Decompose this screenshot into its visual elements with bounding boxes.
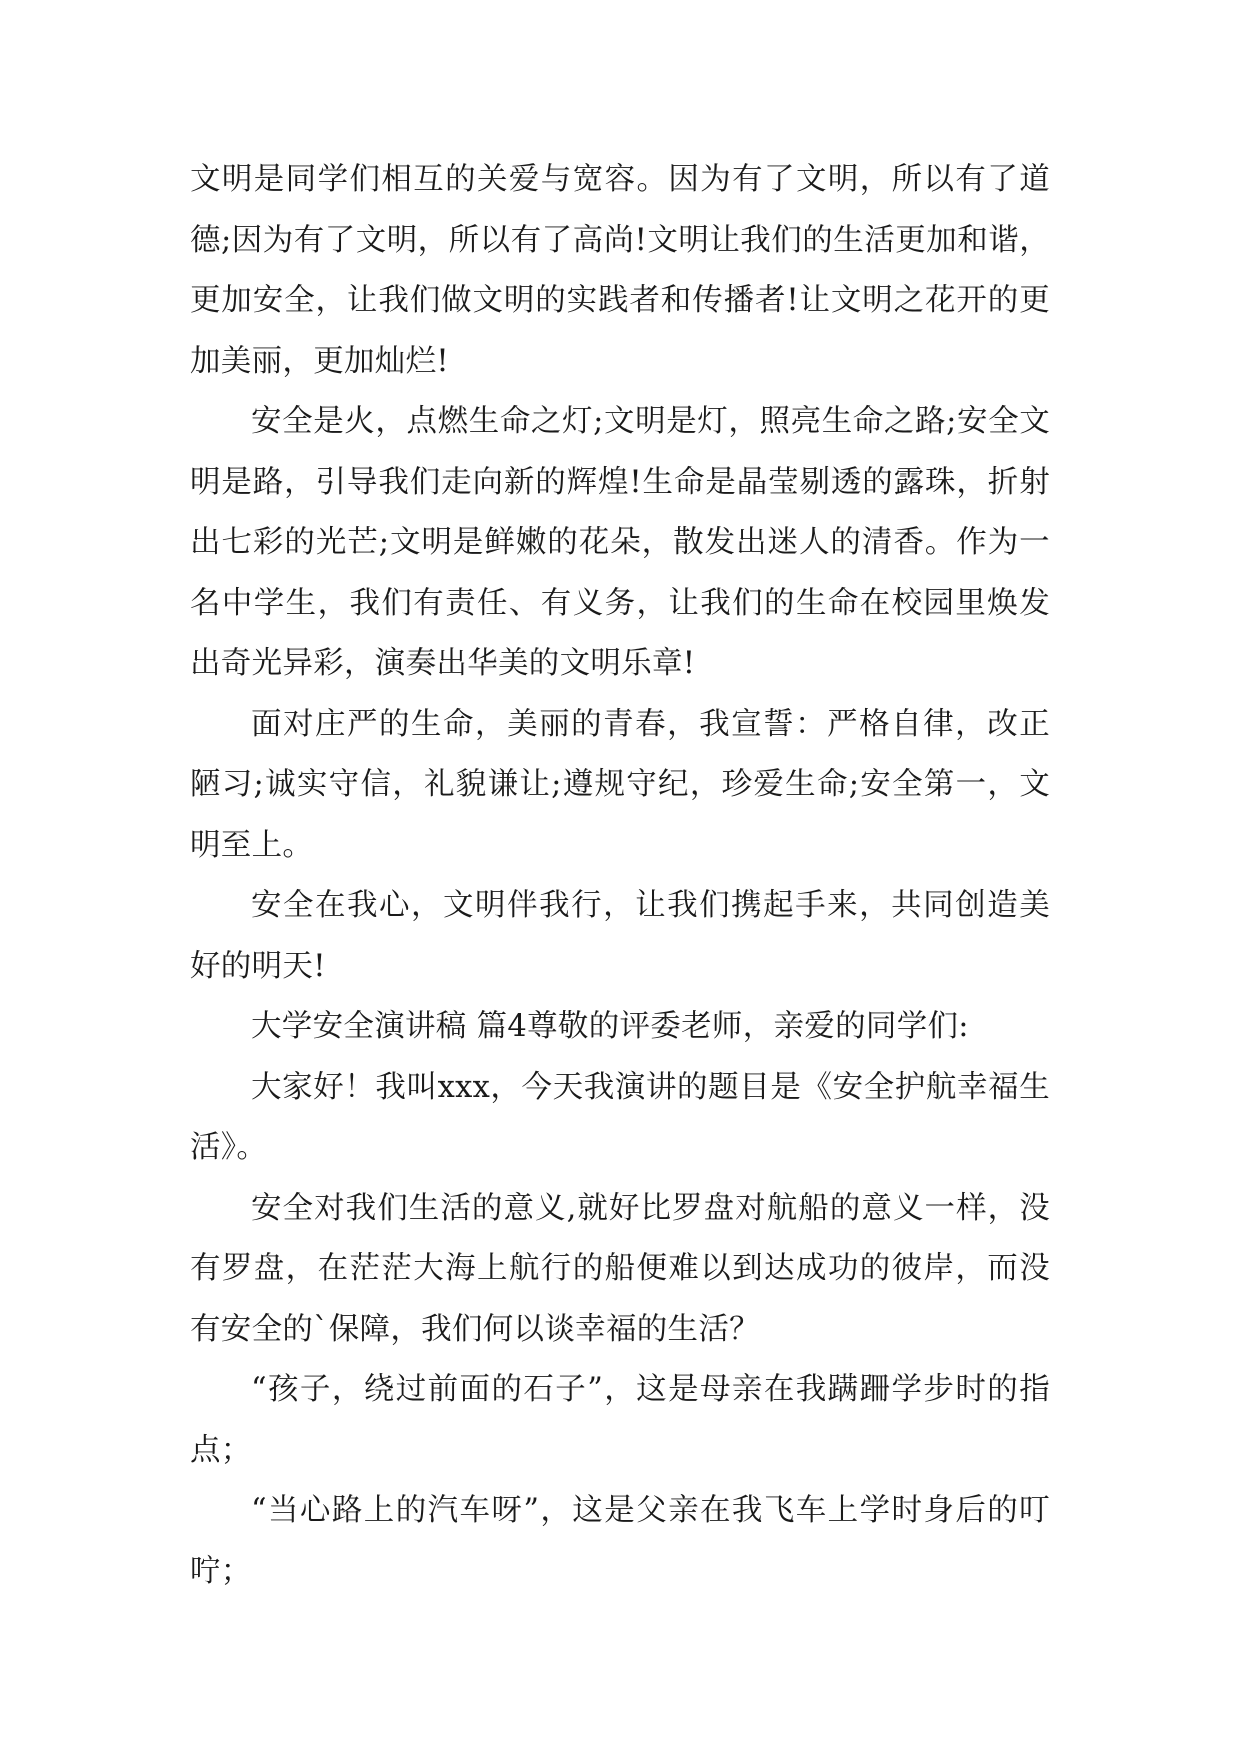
paragraph: 安全是火，点燃生命之灯;文明是灯，照亮生命之路;安全文明是路，引导我们走向新的辉煌!生命是晶莹剔透的露珠，折射出七彩的光芒;文明是鲜嫩的花朵，散发出迷人的清香。作为一名中学生，我们有责任、有义务，让我们的生命在校园里焕发出奇光异彩，演奏出华美的文明乐章! (190, 404, 1050, 681)
paragraph: 面对庄严的生命，美丽的青春，我宣誓：严格自律，改正陋习;诚实守信，礼貌谦让;遵规守纪，珍爱生命;安全第一，文明至上。 (190, 706, 1050, 863)
document-body (190, 150, 1050, 1602)
paragraph: 安全对我们生活的意义,就好比罗盘对航船的意义一样，没有罗盘，在茫茫大海上航行的船便难以到达成功的彼岸，而没有安全的`保障，我们何以谈幸福的生活？ (190, 1190, 1050, 1347)
paragraph: 文明是同学们相互的关爱与宽容。因为有了文明，所以有了道德;因为有了文明，所以有了高尚!文明让我们的生活更加和谐，更加安全，让我们做文明的实践者和传播者!让文明之花开的更加美丽，更加灿烂! (190, 162, 1050, 379)
paragraph: 大家好！我叫xxx，今天我演讲的题目是《安全护航幸福生活》。 (190, 1069, 1050, 1165)
paragraph: 安全在我心，文明伴我行，让我们携起手来，共同创造美好的明天! (190, 888, 1050, 984)
section-heading-paragraph: 大学安全演讲稿 篇4尊敬的评委老师，亲爱的同学们: (251, 1009, 969, 1044)
paragraph: “孩子，绕过前面的石子”，这是母亲在我蹒跚学步时的指点； (190, 1372, 1050, 1468)
paragraph: “当心路上的汽车呀”，这是父亲在我飞车上学时身后的叮咛； (190, 1493, 1050, 1589)
